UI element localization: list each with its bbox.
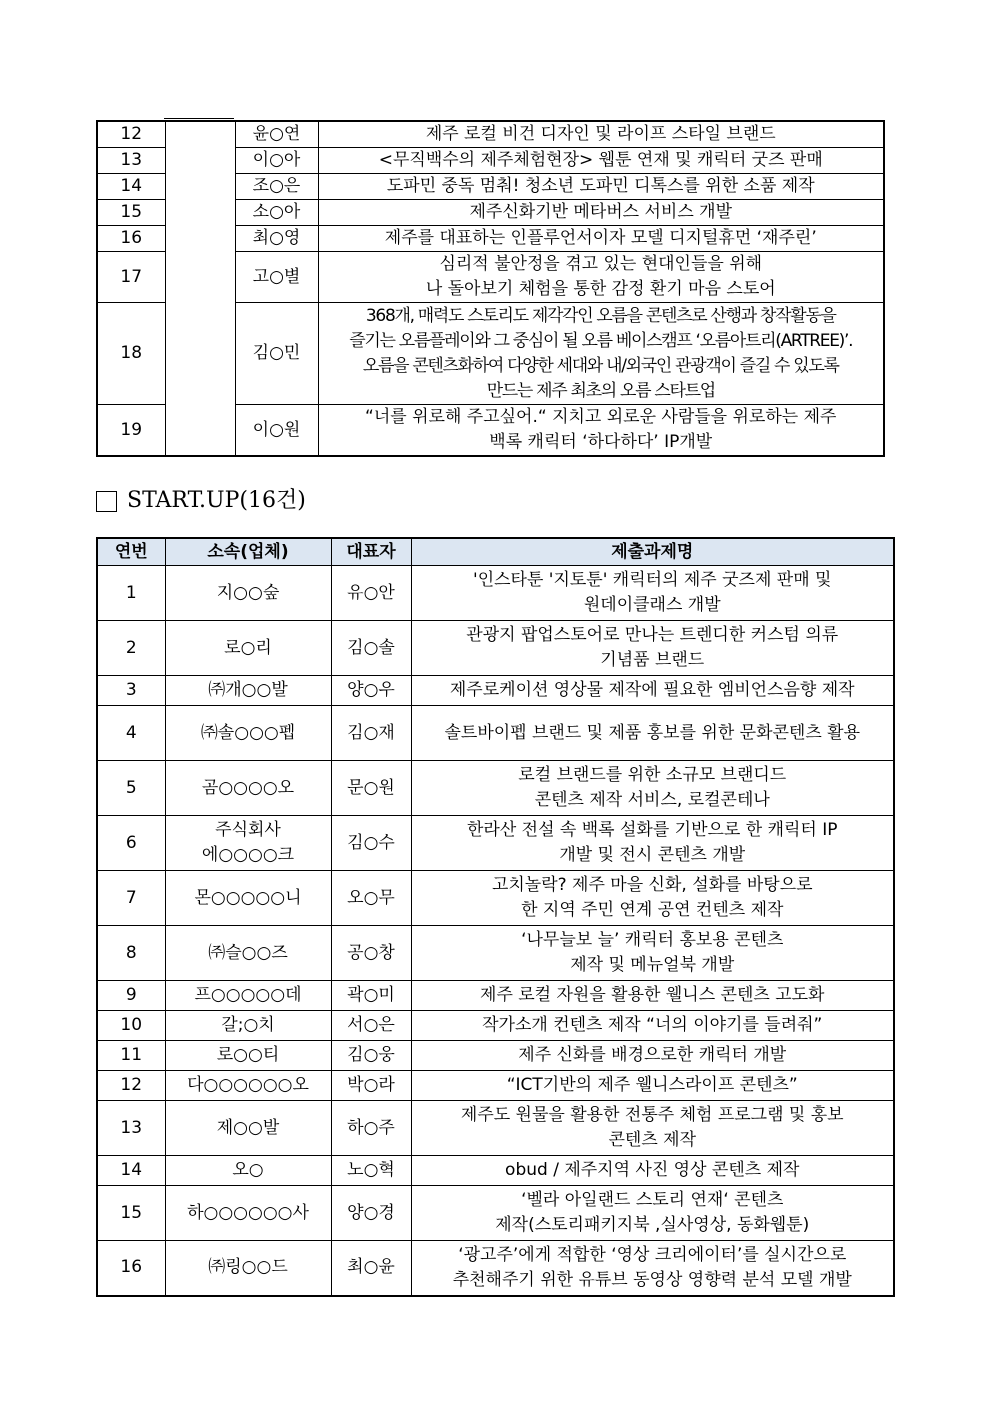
- representative: 박○라: [331, 1071, 411, 1101]
- project-title: 제주 로컬 비건 디자인 및 라이프 스타일 브랜드: [318, 121, 884, 148]
- representative: 유○안: [331, 566, 411, 621]
- row-number: 4: [97, 706, 165, 761]
- project-title: 제주 로컬 자원을 활용한 웰니스 콘텐츠 고도화: [411, 981, 894, 1011]
- project-title: <무직백수의 제주체험현장> 웹툰 연재 및 캐릭터 굿즈 판매: [318, 148, 884, 174]
- table-row: [97, 621, 894, 676]
- table-row: [97, 761, 894, 816]
- row-number: 2: [97, 621, 165, 676]
- company-name: 곰○○○○오: [165, 761, 331, 816]
- row-number: 15: [97, 1186, 165, 1241]
- representative: 양○경: [331, 1186, 411, 1241]
- row-number: 14: [97, 1156, 165, 1186]
- project-title: 심리적 불안정을 겪고 있는 현대인들을 위해 나 돌아보기 체험을 통한 감정 환기 마음 스토어: [318, 252, 884, 303]
- table-row: [97, 1186, 894, 1241]
- company-name: ㈜링○○드: [165, 1241, 331, 1296]
- table-row: [97, 1041, 894, 1071]
- row-number: 15: [97, 200, 165, 226]
- representative: 곽○미: [331, 981, 411, 1011]
- representative: 양○우: [331, 676, 411, 706]
- representative: 노○혁: [331, 1156, 411, 1186]
- representative: 최○윤: [331, 1241, 411, 1296]
- row-number: 8: [97, 926, 165, 981]
- project-title: 제주신화기반 메타버스 서비스 개발: [318, 200, 884, 226]
- company-name: 프○○○○○데: [165, 981, 331, 1011]
- table-top-line: [164, 118, 234, 119]
- representative: 김○솔: [331, 621, 411, 676]
- project-title: 관광지 팝업스토어로 만나는 트렌디한 커스텀 의류 기념품 브랜드: [411, 621, 894, 676]
- representative: 고○별: [235, 252, 318, 303]
- row-number: 3: [97, 676, 165, 706]
- company-name: 지○○숲: [165, 566, 331, 621]
- section-heading: [96, 486, 306, 516]
- table-row: [97, 1156, 894, 1186]
- project-title: ‘벨라 아일랜드 스토리 연재‘ 콘텐츠 제작(스토리패키지북 ,실사영상, 동화웹툰): [411, 1186, 894, 1241]
- company-name: ㈜개○○발: [165, 676, 331, 706]
- project-title: ‘광고주’에게 적합한 ‘영상 크리에이터’를 실시간으로 추천해주기 위한 유튜브 동영상 영향력 분석 모델 개발: [411, 1241, 894, 1296]
- row-number: 12: [97, 1071, 165, 1101]
- company-name: 로○리: [165, 621, 331, 676]
- project-title: 한라산 전설 속 백록 설화를 기반으로 한 캐릭터 IP 개발 및 전시 콘텐츠 개발: [411, 816, 894, 871]
- row-number: 7: [97, 871, 165, 926]
- project-title: 제주 신화를 배경으로한 캐릭터 개발: [411, 1041, 894, 1071]
- representative: 오○무: [331, 871, 411, 926]
- company-name: 하○○○○○○사: [165, 1186, 331, 1241]
- company-name: 몬○○○○○니: [165, 871, 331, 926]
- company-name: ㈜슬○○즈: [165, 926, 331, 981]
- row-number: 1: [97, 566, 165, 621]
- row-number: 16: [97, 226, 165, 252]
- representative: 김○민: [235, 303, 318, 405]
- representative: 공○창: [331, 926, 411, 981]
- representative: 이○원: [235, 405, 318, 457]
- row-number: 13: [97, 1101, 165, 1156]
- representative: 김○재: [331, 706, 411, 761]
- row-number: 17: [97, 252, 165, 303]
- project-title: 368개, 매력도 스토리도 제각각인 오름을 콘텐츠로 산행과 창작활동을 즐기는 오름플레이와 그 중심이 될 오름 베이스캠프 ‘오름아트리(ARTREE)’. 오름을 콘텐츠화하여 다양한 세대와 내/외국인 관광객이 즐길 수 있도록 만드는 제주 최초의 오름 스타트업: [318, 303, 884, 405]
- table-row: [97, 926, 894, 981]
- contest-table-continued: [96, 120, 885, 457]
- representative: 문○원: [331, 761, 411, 816]
- project-title: 제주를 대표하는 인플루언서이자 모델 디지털휴먼 ‘재주린’: [318, 226, 884, 252]
- table-row: [97, 1011, 894, 1041]
- row-number: 18: [97, 303, 165, 405]
- table-row: [97, 1101, 894, 1156]
- header-no: 연번: [97, 538, 165, 566]
- header-title: 제출과제명: [411, 538, 894, 566]
- project-title: 작가소개 컨텐츠 제작 “너의 이야기를 들려줘”: [411, 1011, 894, 1041]
- representative: 조○은: [235, 174, 318, 200]
- project-title: 제주도 원물을 활용한 전통주 체험 프로그램 및 홍보 콘텐츠 제작: [411, 1101, 894, 1156]
- row-number: 14: [97, 174, 165, 200]
- table-row: [97, 566, 894, 621]
- row-number: 12: [97, 121, 165, 148]
- row-number: 19: [97, 405, 165, 457]
- checkbox-square-icon: [96, 491, 117, 512]
- table-row: [97, 816, 894, 871]
- representative: 소○아: [235, 200, 318, 226]
- representative: 이○아: [235, 148, 318, 174]
- company-name: 갈;○치: [165, 1011, 331, 1041]
- project-title: obud / 제주지역 사진 영상 콘텐츠 제작: [411, 1156, 894, 1186]
- representative: 김○수: [331, 816, 411, 871]
- representative: 윤○연: [235, 121, 318, 148]
- project-title: 로컬 브랜드를 위한 소규모 브랜디드 콘텐츠 제작 서비스, 로컬콘테나: [411, 761, 894, 816]
- project-title: 제주로케이션 영상물 제작에 필요한 엠비언스음향 제작: [411, 676, 894, 706]
- table-row: [97, 706, 894, 761]
- table-row: [97, 981, 894, 1011]
- company-name: 오○: [165, 1156, 331, 1186]
- table-row: [97, 1071, 894, 1101]
- table-row: [97, 871, 894, 926]
- row-number: 5: [97, 761, 165, 816]
- table-row: [97, 1241, 894, 1296]
- project-title: “너를 위로해 주고싶어.“ 지치고 외로운 사람들을 위로하는 제주 백록 캐릭터 ‘하다하다’ IP개발: [318, 405, 884, 457]
- row-number: 6: [97, 816, 165, 871]
- row-number: 11: [97, 1041, 165, 1071]
- row-number: 13: [97, 148, 165, 174]
- row-number: 9: [97, 981, 165, 1011]
- company-name: 제○○발: [165, 1101, 331, 1156]
- header-rep: 대표자: [331, 538, 411, 566]
- project-title: 도파민 중독 멈춰! 청소년 도파민 디톡스를 위한 소품 제작: [318, 174, 884, 200]
- representative: 최○영: [235, 226, 318, 252]
- company-name: ㈜솔○○○펩: [165, 706, 331, 761]
- project-title: “ICT기반의 제주 웰니스라이프 콘텐츠”: [411, 1071, 894, 1101]
- project-title: 고치놀락? 제주 마을 신화, 설화를 바탕으로 한 지역 주민 연계 공연 컨텐츠 제작: [411, 871, 894, 926]
- header-company: 소속(업체): [165, 538, 331, 566]
- startup-table: [96, 537, 895, 1297]
- row-number: 16: [97, 1241, 165, 1296]
- company-cell-empty: [165, 121, 235, 456]
- representative: 하○주: [331, 1101, 411, 1156]
- table-row: [97, 676, 894, 706]
- company-name: 주식회사 에○○○○크: [165, 816, 331, 871]
- company-name: 다○○○○○○오: [165, 1071, 331, 1101]
- representative: 서○은: [331, 1011, 411, 1041]
- company-name: 로○○티: [165, 1041, 331, 1071]
- table-row: [97, 121, 884, 148]
- representative: 김○웅: [331, 1041, 411, 1071]
- project-title: '인스타툰 '지토툰' 캐릭터의 제주 굿즈제 판매 및 원데이클래스 개발: [411, 566, 894, 621]
- row-number: 10: [97, 1011, 165, 1041]
- project-title: ‘나무늘보 늘’ 캐릭터 홍보용 콘텐츠 제작 및 메뉴얼북 개발: [411, 926, 894, 981]
- table-header-row: [97, 538, 894, 566]
- project-title: 솔트바이펩 브랜드 및 제품 홍보를 위한 문화콘텐츠 활용: [411, 706, 894, 761]
- section-title: START.UP(16건): [127, 488, 306, 513]
